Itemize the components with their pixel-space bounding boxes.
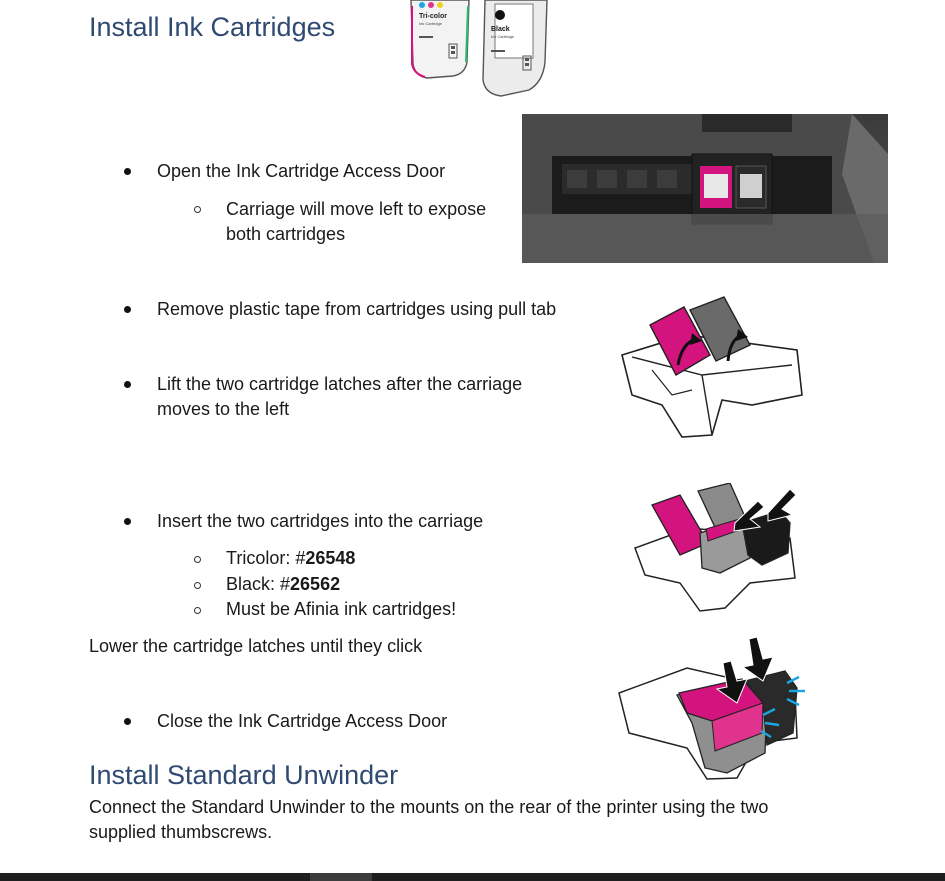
bottom-toolbar bbox=[0, 873, 945, 881]
tricolor-label: Tricolor: # bbox=[226, 548, 306, 568]
step-lift-latches-line1: Lift the two cartridge latches after the carriage bbox=[157, 374, 523, 394]
sub-bullet-marker bbox=[194, 582, 201, 589]
bullet-marker bbox=[124, 518, 131, 525]
insert-cartridges-illustration bbox=[630, 483, 805, 613]
printer-open-door-photo bbox=[522, 114, 888, 263]
black-cartridge-label: Black bbox=[491, 26, 510, 33]
bullet-marker bbox=[124, 718, 131, 725]
unwinder-instruction-line2: supplied thumbscrews. bbox=[89, 822, 273, 842]
substep-carriage-line2: both cartridges bbox=[226, 224, 346, 244]
step-close-door: Close the Ink Cartridge Access Door bbox=[157, 711, 448, 731]
black-cartridge-sublabel: Ink Cartridge bbox=[491, 34, 514, 39]
step-insert-cartridges: Insert the two cartridges into the carriage bbox=[157, 511, 484, 531]
section-heading-install-unwinder: Install Standard Unwinder bbox=[89, 760, 399, 790]
substep-tricolor bbox=[226, 546, 355, 571]
substep-carriage-line1: Carriage will move left to expose bbox=[226, 199, 487, 219]
bottom-toolbar-tab[interactable] bbox=[310, 873, 372, 881]
latches-open-illustration bbox=[612, 295, 807, 440]
black-part-number: 26562 bbox=[290, 574, 341, 594]
bullet-marker bbox=[124, 168, 131, 175]
substep-afinia: Must be Afinia ink cartridges! bbox=[226, 599, 457, 619]
unwinder-instruction-line1: Connect the Standard Unwinder to the mounts on the rear of the printer using the two bbox=[89, 797, 769, 817]
substep-black bbox=[226, 572, 340, 597]
step-lower-latches: Lower the cartridge latches until they click bbox=[89, 636, 423, 656]
step-lift-latches-line2: moves to the left bbox=[157, 399, 290, 419]
ink-cartridges-illustration bbox=[405, 0, 550, 100]
sub-bullet-marker bbox=[194, 206, 201, 213]
step-remove-tape: Remove plastic tape from cartridges using pull tab bbox=[157, 299, 557, 319]
latches-click-illustration bbox=[617, 633, 812, 781]
section-heading-install-ink: Install Ink Cartridges bbox=[89, 12, 336, 42]
tricolor-cartridge-sublabel: Ink Cartridge bbox=[419, 21, 442, 26]
sub-bullet-marker bbox=[194, 556, 201, 563]
step-open-door: Open the Ink Cartridge Access Door bbox=[157, 161, 446, 181]
bullet-marker bbox=[124, 306, 131, 313]
tricolor-cartridge-label: Tri-color bbox=[419, 13, 448, 20]
black-label: Black: # bbox=[226, 574, 291, 594]
tricolor-part-number: 26548 bbox=[305, 548, 356, 568]
sub-bullet-marker bbox=[194, 607, 201, 614]
bullet-marker bbox=[124, 381, 131, 388]
